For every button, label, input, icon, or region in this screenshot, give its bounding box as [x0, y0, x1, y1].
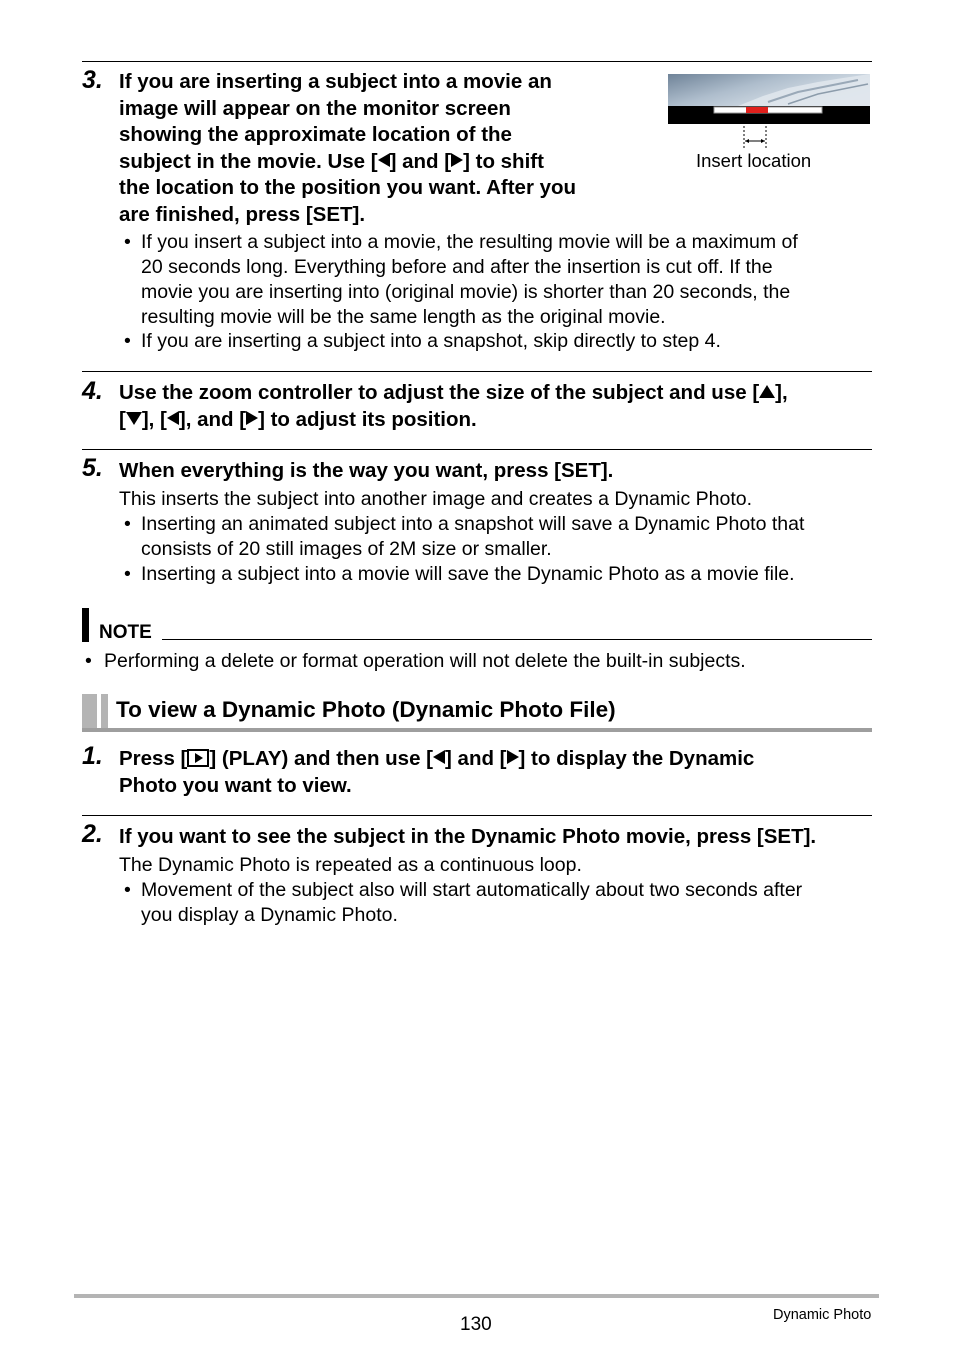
section-bar-thick [82, 694, 97, 728]
step3-bullet-1-line4: resulting movie will be the same length as the original movie. [141, 306, 666, 328]
right-arrow-icon [246, 411, 258, 425]
footer-section-name: Dynamic Photo [773, 1307, 872, 1323]
step5-number: 5. [82, 454, 103, 482]
bullet-dot: • [124, 330, 131, 352]
step4-heading-line2 [119, 407, 788, 434]
step5-heading-text: When everything is the way you want, press [SET]. [119, 459, 614, 482]
note-label: NOTE [99, 622, 152, 643]
step3-bullet-2 [124, 329, 721, 354]
left-arrow-icon [433, 750, 445, 764]
left-arrow-icon [378, 153, 390, 167]
step5-bullet-2 [124, 562, 795, 587]
step3-heading [119, 69, 576, 228]
view-step2-heading-text: If you want to see the subject in the Dynamic Photo movie, press [SET]. [119, 825, 817, 848]
step3-heading-line3: showing the approximate location of the [119, 123, 512, 146]
note-bullet [85, 649, 746, 674]
step4-part-c: [ [119, 407, 126, 431]
step3-bullet-1 [124, 230, 798, 330]
step3-heading-line1: If you are inserting a subject into a movie an [119, 70, 552, 93]
insert-location-caption: Insert location [696, 150, 812, 171]
step4-part-b: ], [775, 381, 788, 404]
left-arrow-icon [167, 411, 179, 425]
note-rule [162, 639, 872, 640]
page-number: 130 [460, 1314, 492, 1335]
step3-bullet-1-line1: If you insert a subject into a movie, the resulting movie will be a maximum of [141, 231, 798, 253]
step3-bullet-1-line3: movie you are inserting into (original movie) is shorter than 20 seconds, the [141, 281, 791, 303]
step3-number: 3. [82, 66, 103, 94]
down-arrow-icon [126, 412, 142, 425]
step4-part-f: ] to adjust its position. [258, 407, 477, 431]
step5-body: This inserts the subject into another image and creates a Dynamic Photo. [119, 488, 752, 510]
note-marker-bar [82, 608, 89, 642]
step3-heading-line4 [119, 149, 576, 176]
step5-heading [119, 458, 613, 485]
bullet-dot: • [85, 650, 92, 672]
bullet-dot: • [124, 231, 131, 253]
step3-bullet-1-line2: 20 seconds long. Everything before and after the insertion is cut off. If the [141, 256, 773, 278]
section-header [82, 694, 872, 732]
up-arrow-icon [759, 385, 775, 398]
right-arrow-icon [451, 153, 463, 167]
step5-top-rule [82, 449, 872, 450]
step3-line4-part-b: ] and [ [389, 149, 452, 173]
monitor-screen-image [668, 74, 870, 152]
view-step1-part-a: Press [ [119, 747, 188, 770]
play-button-icon [187, 749, 209, 767]
view-step1-heading-line2: Photo you want to view. [119, 773, 352, 797]
step4-part-e: ], and [ [178, 407, 247, 431]
step5-bullet-2-line1: Inserting a subject into a movie will save the Dynamic Photo as a movie file. [141, 563, 795, 585]
view-step2-bullet-1-line1: Movement of the subject also will start automatically about two seconds after [141, 879, 803, 901]
view-step1-heading [119, 746, 754, 799]
step3-top-rule [82, 61, 872, 62]
bullet-dot: • [124, 563, 131, 585]
footer-rule [74, 1294, 879, 1298]
bullet-dot: • [124, 879, 131, 901]
view-step1-part-d: ] to display the Dynamic [518, 747, 755, 770]
step5-bullet-1 [124, 512, 805, 562]
step5-bullet-1-line2: consists of 20 still images of 2M size or smaller. [141, 538, 552, 560]
step4-number: 4. [82, 377, 103, 405]
step3-line4-part-c: ] to shift [463, 149, 544, 173]
step3-heading-line6: are finished, press [SET]. [119, 202, 366, 226]
right-arrow-icon [507, 750, 519, 764]
view-step1-number: 1. [82, 742, 103, 770]
step3-heading-line5: the location to the position you want. After you [119, 176, 577, 199]
section-title: To view a Dynamic Photo (Dynamic Photo File) [116, 697, 616, 722]
step5-bullet-1-line1: Inserting an animated subject into a snapshot will save a Dynamic Photo that [141, 513, 805, 535]
view-step1-heading-line1 [119, 746, 754, 773]
view-step2-heading [119, 824, 816, 851]
view-step2-body: The Dynamic Photo is repeated as a continuous loop. [119, 854, 582, 876]
section-underline [82, 728, 872, 732]
step3-bullet-2-line1: If you are inserting a subject into a snapshot, skip directly to step 4. [141, 330, 721, 352]
view-step1-part-c: ] and [ [445, 747, 507, 770]
view-step2-bullet-1-line2: you display a Dynamic Photo. [141, 904, 398, 926]
insert-location-illustration [668, 74, 870, 152]
step4-heading-line1 [119, 380, 788, 407]
view-step2-top-rule [82, 815, 872, 816]
view-step2-number: 2. [82, 820, 103, 848]
view-step2-bullet-1 [124, 878, 803, 928]
step3-line4-part-a: subject in the movie. Use [ [119, 149, 378, 173]
step3-heading-line2: image will appear on the monitor screen [119, 96, 511, 120]
bullet-dot: • [124, 513, 131, 535]
step4-part-d: ], [ [141, 407, 167, 431]
step4-heading [119, 380, 788, 433]
note-bullet-text: Performing a delete or format operation will not delete the built-in subjects. [104, 650, 746, 672]
step4-part-a: Use the zoom controller to adjust the size of the subject and use [ [119, 381, 760, 404]
section-bar-thin [101, 694, 108, 728]
view-step1-part-b: ] (PLAY) and then use [ [209, 747, 434, 770]
step4-top-rule [82, 371, 872, 372]
